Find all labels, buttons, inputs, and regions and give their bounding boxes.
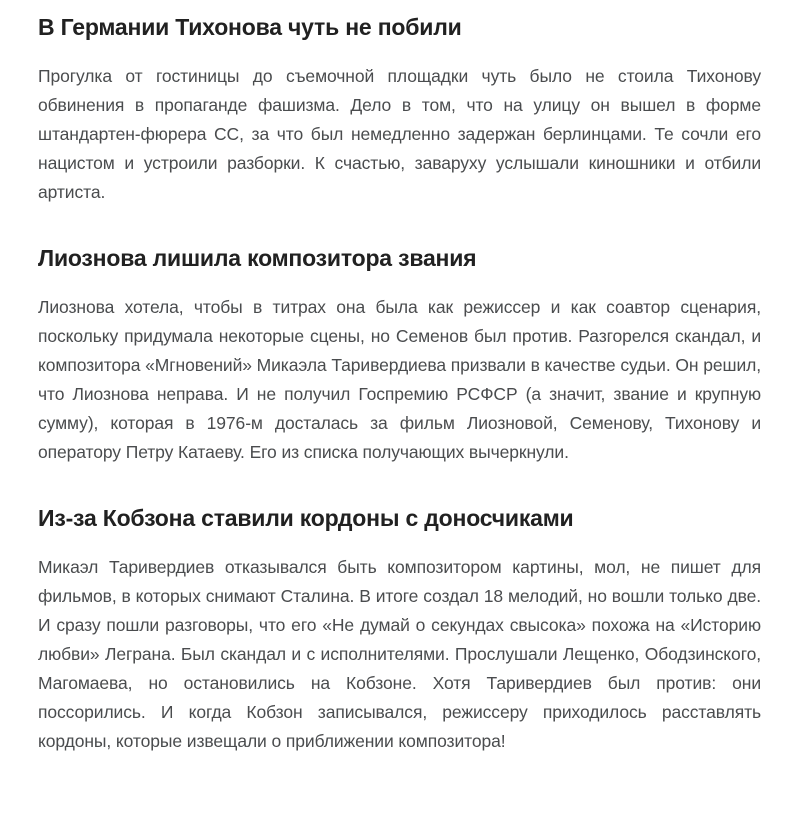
section-paragraph: Прогулка от гостиницы до съемочной площадки чуть было не стоила Тихонову обвинения в пропаганде фашизма. Дело в том, что на улицу он вышел в форме штандартен-фюрера СС, за что был немедленно задержан берлинцами. Те сочли его нацистом и устроили разборки. К счастью, заваруху услышали киношники и отбили артиста. xyxy=(38,66,761,202)
section-heading: Из-за Кобзона ставили кордоны с доносчиками xyxy=(38,505,574,531)
section-paragraph: Микаэл Таривердиев отказывался быть композитором картины, мол, не пишет для фильмов, в которых снимают Сталина. В итоге создал 18 мелодий, но вошли только две. И сразу пошли разговоры, что его «Не думай о секундах свысока» похожа на «Историю любви» Леграна. Был скандал и с исполнителями. Прослушали Лещенко, Ободзинского, Магомаева, но остановились на Кобзоне. Хотя Таривердиев был против: они поссорились. И когда Кобзон записывался, режиссеру приходилось расставлять кордоны, которые извещали о приближении композитора! xyxy=(38,557,761,751)
section-heading: В Германии Тихонова чуть не побили xyxy=(38,14,462,40)
article-section xyxy=(38,243,761,467)
article-section xyxy=(38,12,761,207)
section-paragraph: Лиознова хотела, чтобы в титрах она была как режиссер и как соавтор сценария, поскольку придумала некоторые сцены, но Семенов был против. Разгорелся скандал, и композитора «Мгновений» Микаэла Таривердиева призвали в качестве судьи. Он решил, что Лиознова неправа. И не получил Госпремию РСФСР (а значит, звание и крупную сумму), которая в 1976-м досталась за фильм Лиозновой, Семенову, Тихонову и оператору Петру Катаеву. Его из списка получающих вычеркнули. xyxy=(38,297,761,462)
article-section xyxy=(38,503,761,756)
section-heading: Лиознова лишила композитора звания xyxy=(38,245,477,271)
